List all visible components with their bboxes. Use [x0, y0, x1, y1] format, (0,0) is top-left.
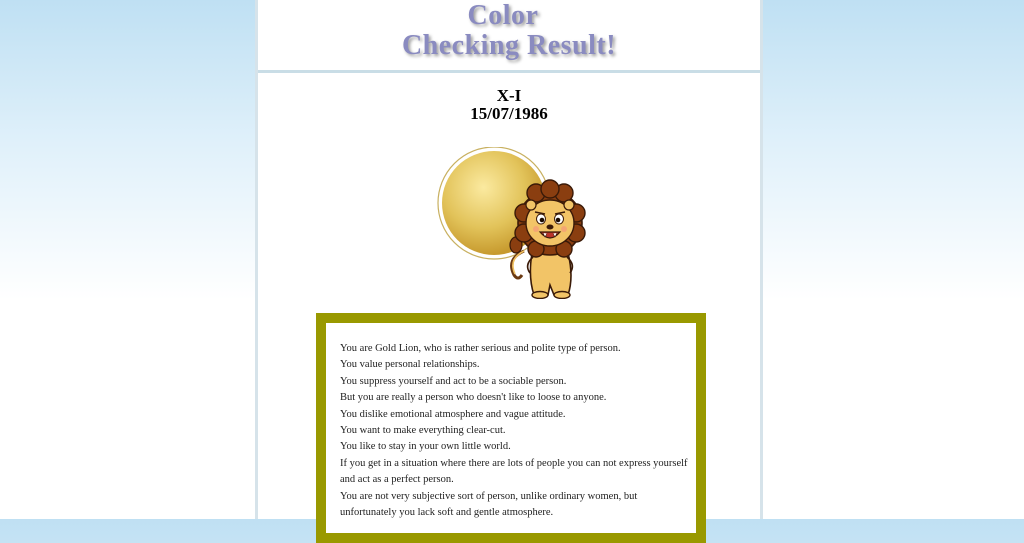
user-info	[258, 87, 760, 123]
user-birthdate: 15/07/1986	[470, 104, 548, 123]
result-line: unfortunately you lack soft and gentle atmosphere.	[340, 507, 554, 519]
result-illustration	[436, 147, 586, 299]
result-line: You value personal relationships.	[340, 359, 480, 371]
page-title-line-2: Checking Result!	[401, 30, 617, 61]
result-line: You dislike emotional atmosphere and vague attitude.	[340, 408, 566, 420]
page-title-line-1: Color	[467, 0, 539, 31]
result-line: and act as a perfect person.	[340, 474, 454, 486]
page-header	[258, 0, 760, 73]
content-column	[255, 0, 763, 519]
result-line: You suppress yourself and act to be a sociable person.	[340, 375, 567, 387]
result-line: But you are really a person who doesn't like to loose to anyone.	[340, 392, 607, 404]
user-name: X-I	[496, 86, 522, 105]
result-description	[326, 323, 696, 521]
gold-lion-illustration	[436, 147, 586, 299]
result-line: If you get in a situation where there are lots of people you can not express yourself	[340, 457, 688, 469]
result-description-box	[316, 313, 706, 543]
result-line: You like to stay in your own little world.	[340, 441, 511, 453]
result-line: You want to make everything clear-cut.	[340, 425, 506, 437]
result-line: You are not very subjective sort of person, unlike ordinary women, but	[340, 490, 638, 502]
result-line: You are Gold Lion, who is rather serious and polite type of person.	[340, 343, 621, 354]
